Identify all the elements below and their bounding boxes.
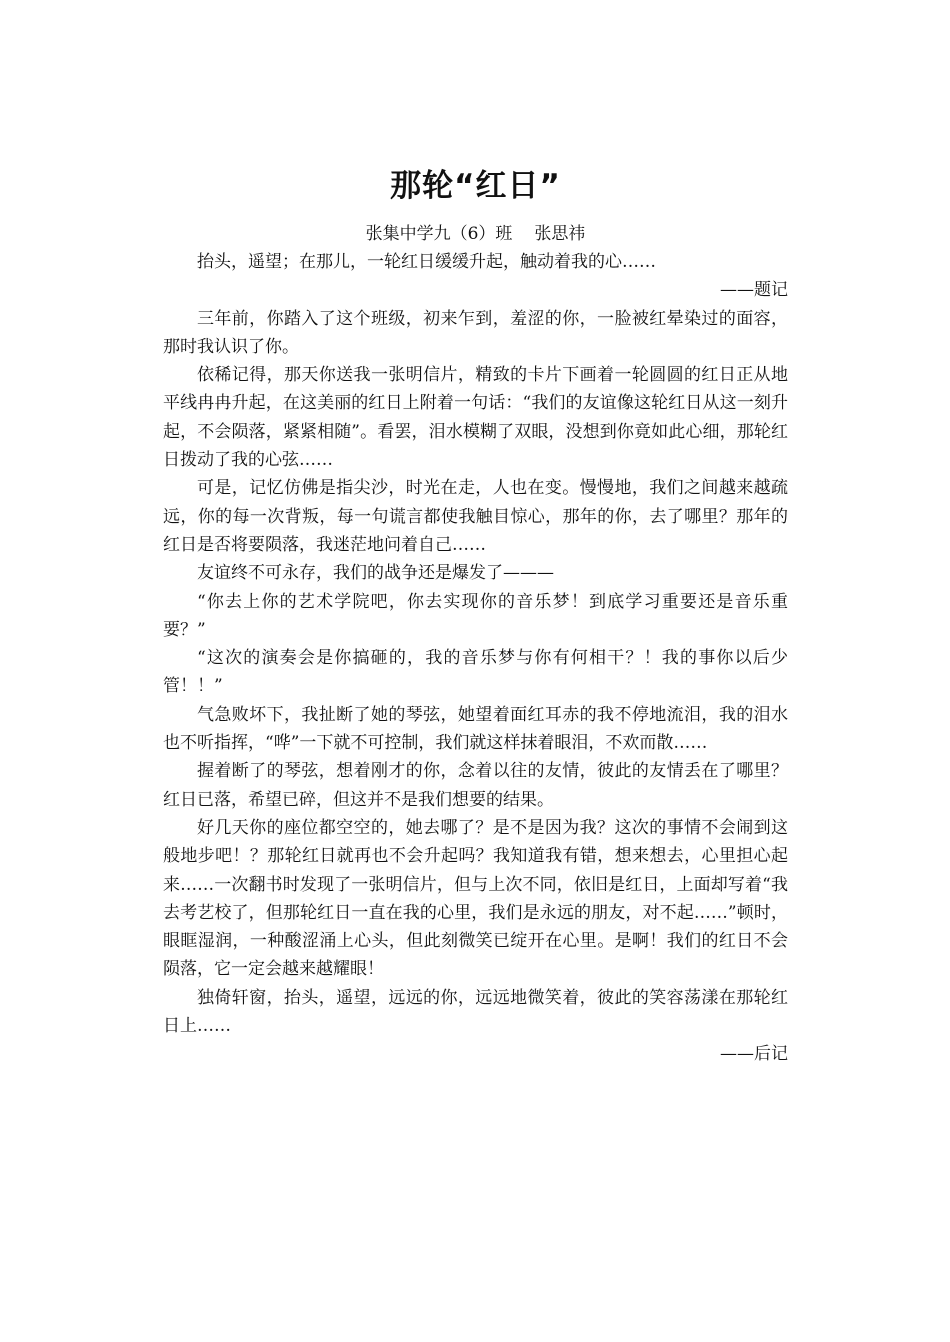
paragraph: “这次的演奏会是你搞砸的，我的音乐梦与你有何相干？！我的事你以后少管！！”	[163, 648, 788, 697]
paragraph: 握着断了的琴弦，想着刚才的你，念着以往的友情，彼此的友情丢在了哪里？红日已落，希望已碎，但这并不是我们想要的结果。	[163, 761, 788, 810]
paragraph: 可是，记忆仿佛是指尖沙，时光在走，人也在变。慢慢地，我们之间越来越疏远，你的每一次背叛，每一句谎言都使我触目惊心，那年的你，去了哪里？那年的红日是否将要陨落，我迷茫地问着自己……	[163, 478, 788, 555]
byline-class: 张集中学九（6）班	[365, 224, 513, 244]
paragraph: 依稀记得，那天你送我一张明信片，精致的卡片下画着一轮圆圆的红日正从地平线冉冉升起，在这美丽的红日上附着一句话：“我们的友谊像这轮红日从这一刻升起，不会陨落，紧紧相随”。看罢，泪水模糊了双眼，没想到你竟如此心细，那轮红日拨动了我的心弦……	[163, 365, 788, 471]
paragraph: 气急败坏下，我扯断了她的琴弦，她望着面红耳赤的我不停地流泪，我的泪水也不听指挥，“哗”一下就不可控制，我们就这样抹着眼泪，不欢而散……	[163, 704, 788, 754]
afterword-tag: ——后记	[720, 1044, 788, 1065]
epigraph: 抬头，遥望；在那儿，一轮红日缓缓升起，触动着我的心……	[197, 252, 656, 272]
epigraph-tag: ——题记	[720, 280, 788, 301]
paragraph: 三年前，你踏入了这个班级，初来乍到，羞涩的你，一脸被红晕染过的面容，那时我认识了你。	[163, 308, 788, 357]
paragraph: 独倚轩窗，抬头，遥望，远远的你，远远地微笑着，彼此的笑容荡漾在那轮红日上……	[163, 987, 788, 1037]
paragraph: 友谊终不可永存，我们的战争还是爆发了———	[197, 563, 554, 584]
article-body	[163, 248, 788, 1069]
byline	[163, 220, 788, 248]
byline-author: 张思祎	[534, 224, 586, 244]
article-title: 那轮“红日”	[390, 168, 561, 204]
paragraph: “你去上你的艺术学院吧，你去实现你的音乐梦！到底学习重要还是音乐重要？”	[163, 591, 788, 640]
paragraph: 好几天你的座位都空空的，她去哪了？是不是因为我？这次的事情不会闹到这般地步吧！？那轮红日就再也不会升起吗？我知道我有错，想来想去，心里担心起来……一次翻书时发现了一张明信片，但与上次不同，依旧是红日，上面却写着“我去考艺校了，但那轮红日一直在我的心里，我们是永远的朋友，对不起……”顿时，眼眶湿润，一种酸涩涌上心头，但此刻微笑已绽开在心里。是啊！我们的红日不会陨落，它一定会越来越耀眼！	[163, 817, 788, 980]
document-page	[163, 160, 788, 1069]
